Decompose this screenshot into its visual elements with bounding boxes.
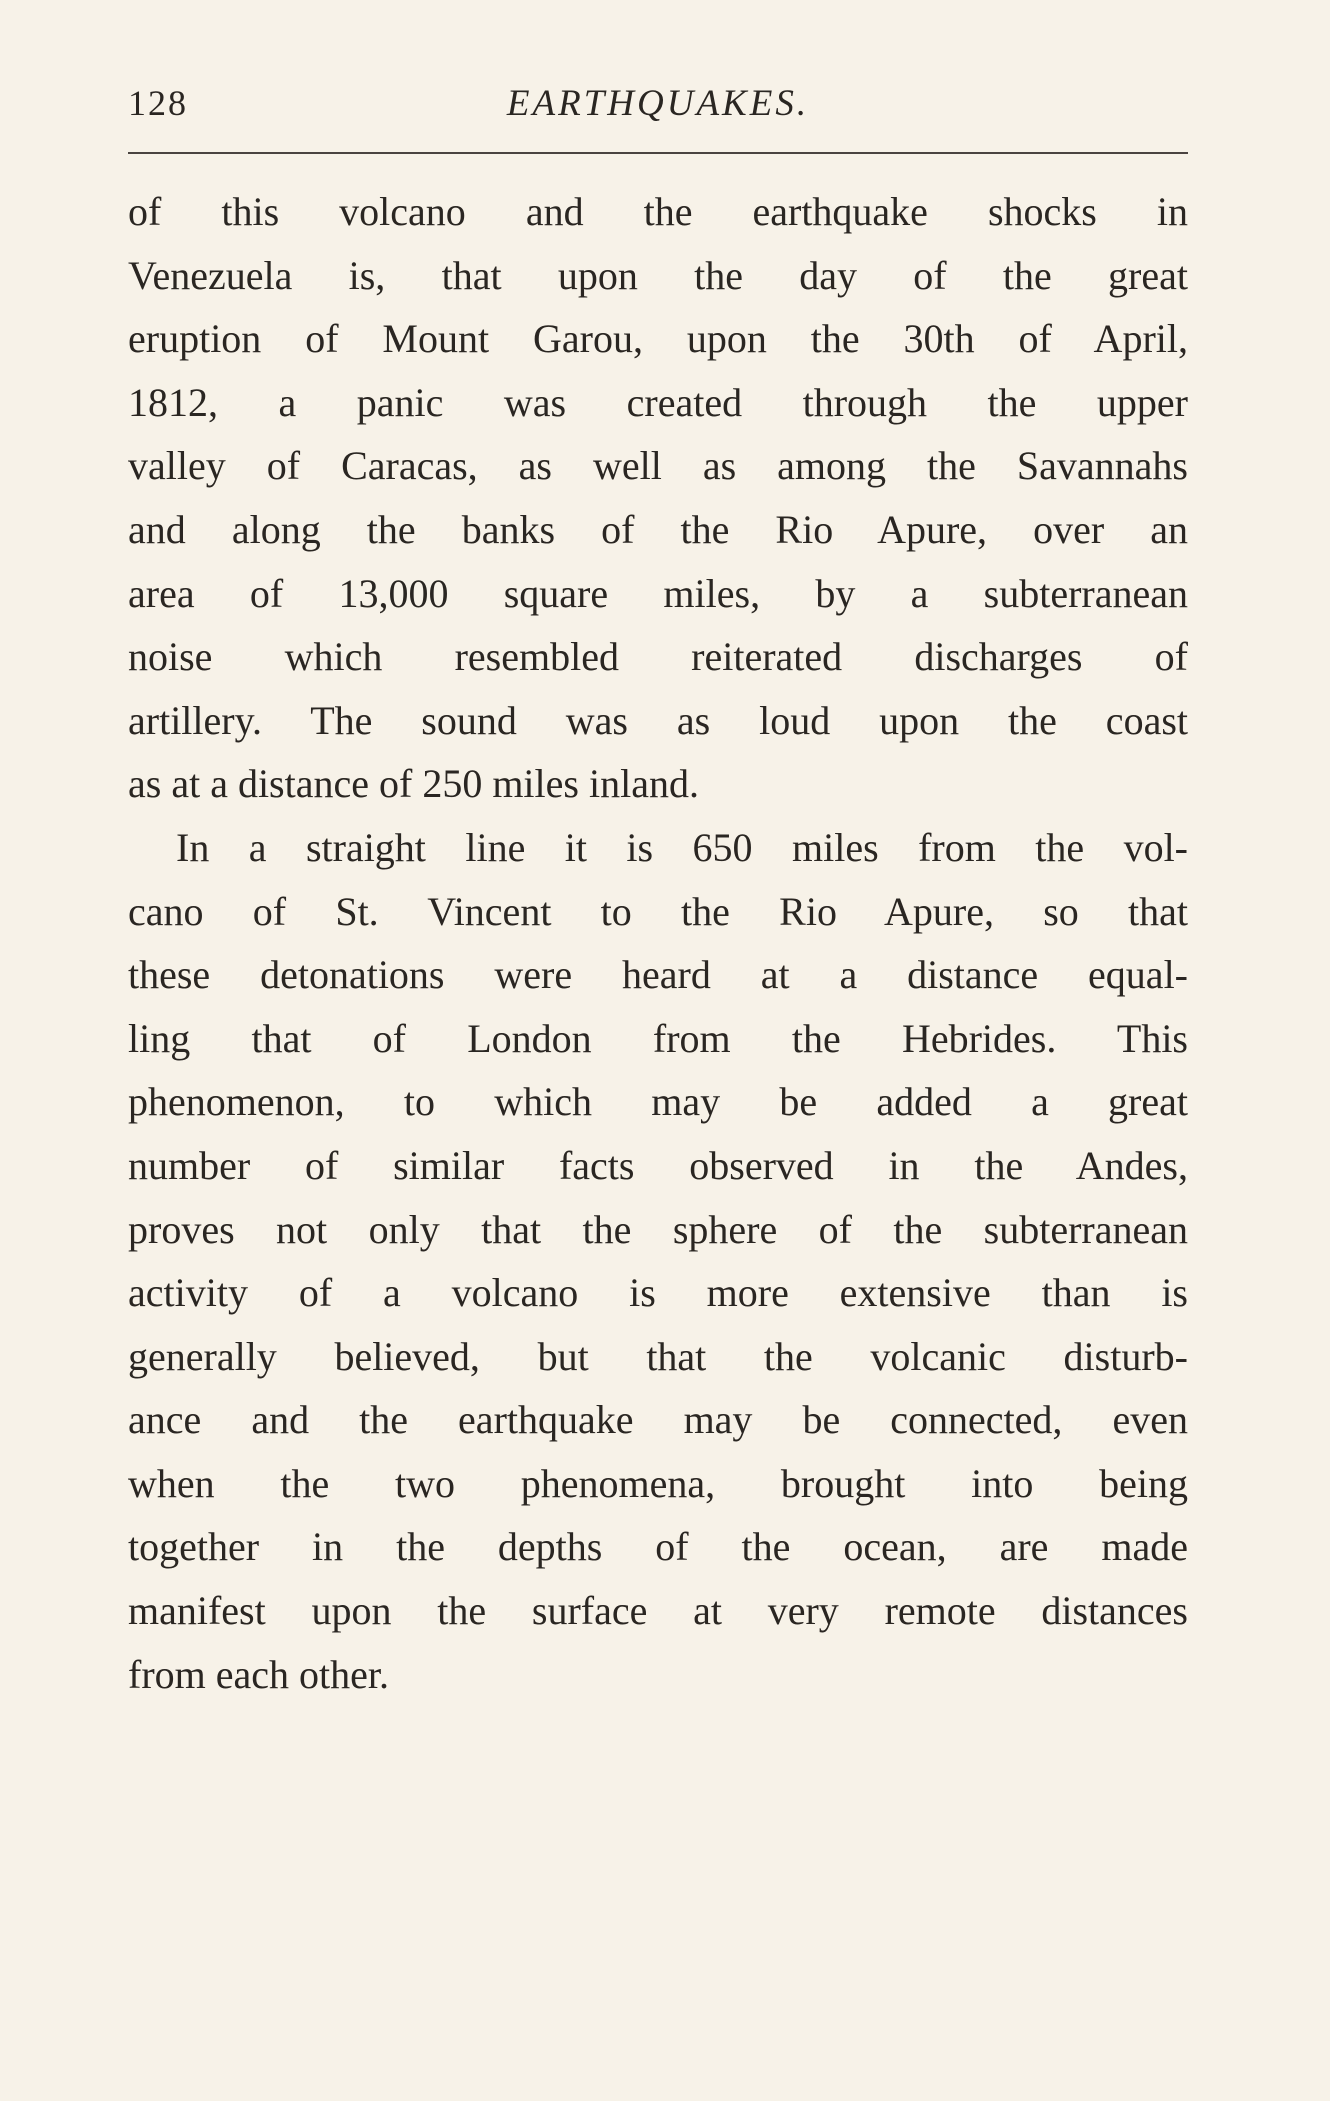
text-line: generally believed, but that the volcanic disturb- [128, 1333, 1188, 1379]
text-line: In a straight line it is 650 miles from the vol- [176, 824, 1188, 870]
text-line: when the two phenomena, brought into being [128, 1460, 1188, 1506]
text-line: these detonations were heard at a distance equal- [128, 952, 1188, 998]
text-line: valley of Caracas, as well as among the Savannahs [128, 443, 1188, 489]
text-line: proves not only that the sphere of the subterranean [128, 1206, 1188, 1252]
text-line: cano of St. Vincent to the Rio Apure, so that [128, 888, 1188, 934]
text-line: ling that of London from the Hebrides. This [128, 1015, 1188, 1061]
text-line: and along the banks of the Rio Apure, over an [128, 506, 1188, 552]
text-line: activity of a volcano is more extensive than is [128, 1270, 1188, 1316]
text-line: noise which resembled reiterated discharges of [128, 634, 1188, 680]
text-line: as at a distance of 250 miles inland. [128, 761, 699, 807]
text-line: from each other. [128, 1651, 389, 1697]
text-line: ance and the earthquake may be connected, even [128, 1397, 1188, 1443]
text-line: artillery. The sound was as loud upon the coast [128, 697, 1188, 743]
text-line: 1812, a panic was created through the upper [128, 379, 1188, 425]
text-line: number of similar facts observed in the Andes, [128, 1142, 1188, 1188]
running-head [128, 82, 1188, 132]
page-number: 128 [128, 83, 188, 123]
text-line: of this volcano and the earthquake shocks in [128, 189, 1188, 234]
text-line: phenomenon, to which may be added a great [128, 1079, 1188, 1125]
text-line: manifest upon the surface at very remote distances [128, 1588, 1188, 1634]
header-rule [128, 152, 1188, 154]
body-text [128, 180, 1188, 1706]
running-title: EARTHQUAKES. [506, 83, 810, 124]
text-line: Venezuela is, that upon the day of the great [128, 252, 1188, 298]
text-line: area of 13,000 square miles, by a subterranean [128, 570, 1188, 616]
text-line: eruption of Mount Garou, upon the 30th of April, [128, 316, 1188, 362]
text-line: together in the depths of the ocean, are made [128, 1524, 1188, 1570]
